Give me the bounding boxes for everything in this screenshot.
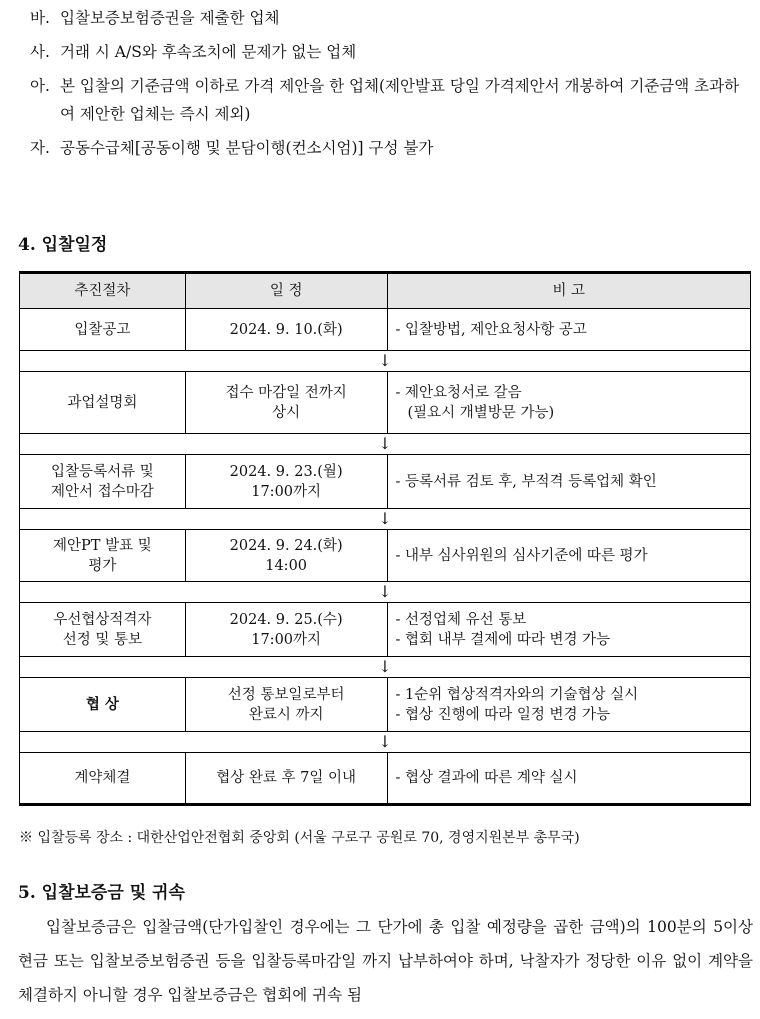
cell-line: 2024. 9. 10.(화) [229, 321, 343, 338]
remark-cell [387, 603, 750, 657]
remark-cell [387, 530, 750, 582]
down-arrow-icon: ↓ [20, 509, 751, 530]
step-cell [20, 372, 186, 434]
cell-line: 우선협상적격자 [53, 611, 152, 628]
cell-line: 협 상 [85, 695, 119, 713]
cell-line: 접수 마감일 전까지 [225, 384, 347, 401]
cell-line: - 1순위 협상적격자와의 기술협상 실시 [395, 686, 639, 703]
step-cell [20, 309, 186, 351]
section-5-paragraph: 입찰보증금은 입찰금액(단가입찰인 경우에는 그 단가에 총 입찰 예정량을 곱한 금액)의 100분의 5이상 현금 또는 입찰보증보험증권 등을 입찰등록마감일 까지 납부하여야 하며, 낙찰자가 정당한 이유 없이 계약을 체결하지 아니할 경우 입찰보증금은 협회에 귀속 됨 [18, 918, 753, 1004]
list-text: 입찰보증보험증권을 제출한 업체 [60, 9, 280, 27]
cell-line: 입찰공고 [74, 321, 131, 338]
table-row [20, 678, 751, 732]
date-cell [185, 309, 387, 351]
arrow-row [20, 351, 751, 372]
cell-line: 제안서 접수마감 [51, 483, 154, 500]
table-row [20, 753, 751, 805]
date-cell [185, 603, 387, 657]
down-arrow-icon: ↓ [20, 351, 751, 372]
list-item [30, 72, 750, 128]
list-marker: 사. [30, 43, 50, 61]
cell-line: 완료시 까지 [248, 706, 324, 723]
cell-line: (필요시 개별방문 가능) [407, 404, 555, 421]
cell-line: - 협상 진행에 따라 일정 변경 가능 [395, 706, 611, 723]
remark-cell [387, 753, 750, 805]
cell-line: - 내부 심사위원의 심사기준에 따른 평가 [395, 547, 648, 564]
section-4-title: 4. 입찰일정 [18, 235, 108, 255]
arrow-row [20, 657, 751, 678]
step-cell [20, 753, 186, 805]
cell-line: 계약체결 [74, 770, 131, 786]
cell-line: - 선정업체 유선 통보 [395, 611, 527, 628]
step-cell [20, 455, 186, 509]
remark-cell [387, 455, 750, 509]
cell-line: 선정 및 통보 [62, 631, 143, 648]
list-text: 거래 시 A/S와 후속조치에 문제가 없는 업체 [60, 43, 357, 61]
cell-line: 평가 [88, 557, 117, 574]
cell-line: 2024. 9. 23.(월) [229, 463, 343, 480]
table-row [20, 530, 751, 582]
list-text: 공동수급체[공동이행 및 분담이행(컨소시엄)] 구성 불가 [60, 139, 434, 157]
cell-line: - 제안요청서로 갈음 [395, 384, 522, 401]
date-cell [185, 530, 387, 582]
date-cell [185, 455, 387, 509]
cell-line: 선정 통보일로부터 [227, 686, 345, 703]
step-cell [20, 603, 186, 657]
cell-line: 17:00까지 [251, 631, 322, 648]
cell-line: 2024. 9. 25.(수) [229, 611, 343, 628]
header-remark: 비 고 [387, 273, 750, 309]
down-arrow-icon: ↓ [20, 732, 751, 753]
cell-line: 협상 완료 후 7일 이내 [216, 770, 356, 786]
step-cell [20, 678, 186, 732]
arrow-row [20, 582, 751, 603]
date-cell [185, 753, 387, 805]
arrow-row [20, 434, 751, 455]
cell-line: - 협상 결과에 따른 계약 실시 [395, 770, 578, 786]
table-header-row [20, 273, 751, 309]
list-item [30, 38, 750, 66]
cell-line: 제안PT 발표 및 [53, 537, 152, 554]
header-date: 일 정 [185, 273, 387, 309]
section-5-title: 5. 입찰보증금 및 귀속 [18, 883, 185, 903]
remark-cell [387, 678, 750, 732]
cell-line: 과업설명회 [67, 394, 138, 411]
table-row [20, 309, 751, 351]
remark-cell [387, 309, 750, 351]
date-cell [185, 678, 387, 732]
arrow-row [20, 732, 751, 753]
cell-line: 14:00 [265, 557, 308, 574]
list-text: 본 입찰의 기준금액 이하로 가격 제안을 한 업체(제안발표 당일 가격제안서 개봉하여 기준금액 초과하여 제안한 업체는 즉시 제외) [60, 77, 740, 123]
down-arrow-icon: ↓ [20, 582, 751, 603]
list-marker: 바. [30, 9, 50, 27]
registration-footnote: ※ 입찰등록 장소 : 대한산업안전협회 중앙회 (서울 구로구 공원로 70, 경영지원본부 총무국) [19, 830, 580, 846]
header-step: 추진절차 [20, 273, 186, 309]
cell-line: - 등록서류 검토 후, 부적격 등록업체 확인 [395, 473, 657, 490]
cell-line: 2024. 9. 24.(화) [229, 537, 343, 554]
date-cell [185, 372, 387, 434]
eligibility-list [30, 4, 750, 168]
list-marker: 자. [30, 139, 50, 157]
cell-line: 17:00까지 [251, 483, 322, 500]
arrow-row [20, 509, 751, 530]
down-arrow-icon: ↓ [20, 657, 751, 678]
schedule-table [19, 271, 751, 806]
cell-line: - 입찰방법, 제안요청사항 공고 [395, 321, 587, 338]
remark-cell [387, 372, 750, 434]
list-item [30, 4, 750, 32]
table-row [20, 455, 751, 509]
down-arrow-icon: ↓ [20, 434, 751, 455]
cell-line: - 협회 내부 결제에 따라 변경 가능 [395, 631, 611, 648]
cell-line: 입찰등록서류 및 [51, 463, 154, 480]
step-cell [20, 530, 186, 582]
list-marker: 아. [30, 77, 50, 95]
table-row [20, 372, 751, 434]
cell-line: 상시 [272, 404, 301, 421]
table-row [20, 603, 751, 657]
list-item [30, 134, 750, 162]
